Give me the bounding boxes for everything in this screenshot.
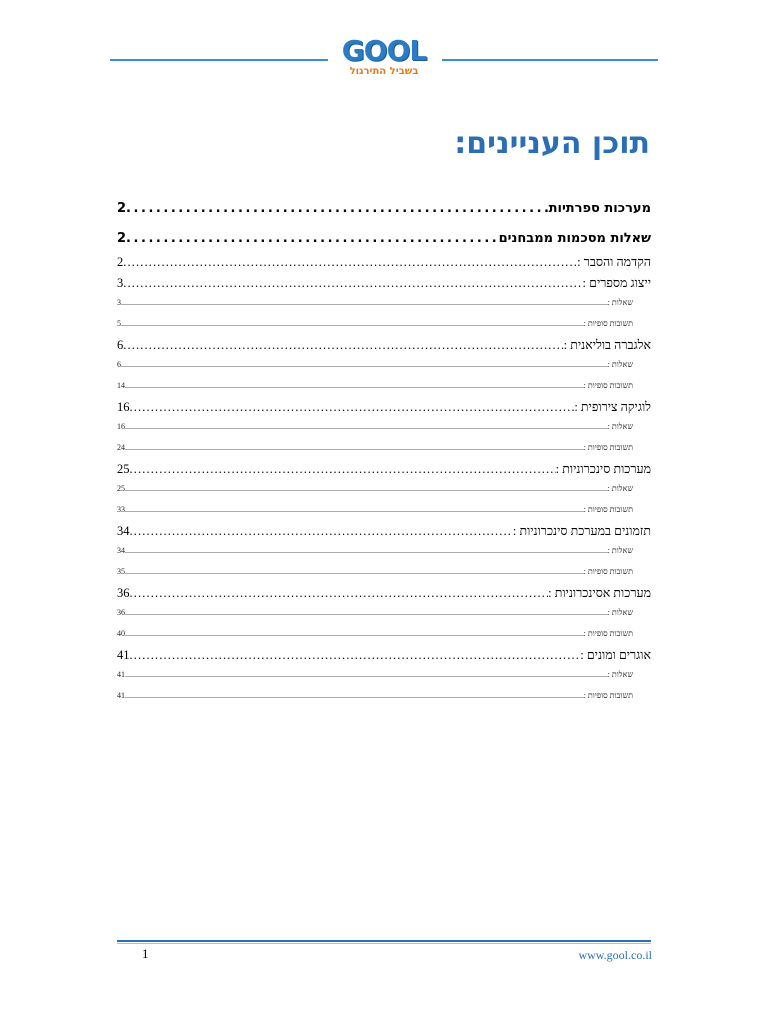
toc-entry-level3[interactable] <box>117 441 651 452</box>
toc-entry-page: 5 <box>117 319 121 328</box>
footer-rule-thin <box>117 943 651 944</box>
toc-entry-level3[interactable] <box>117 358 651 369</box>
toc-entry-title: אלגברה בוליאנית : <box>563 338 651 352</box>
toc-dot-leader <box>125 381 584 390</box>
toc-entry-level3[interactable] <box>117 544 651 555</box>
toc-entry-level3[interactable] <box>117 482 651 493</box>
toc-dot-leader <box>130 586 549 601</box>
header-rule-left <box>110 59 328 61</box>
toc-entry-level3[interactable] <box>117 420 651 431</box>
toc-entry-page: 41 <box>117 691 125 700</box>
toc-dot-leader <box>130 400 575 415</box>
toc-entry-title: ייצוג מספרים : <box>582 276 651 290</box>
toc-dot-leader <box>126 201 549 216</box>
toc-dot-leader <box>121 319 584 328</box>
toc-entry-title: שאלות : <box>607 670 633 679</box>
toc-entry-title: תשובות סופיות : <box>583 691 633 700</box>
toc-entry-title: מערכות אסינכרוניות : <box>548 586 651 600</box>
logo-wordmark: GOOL <box>341 34 427 67</box>
toc-entry-page: 36 <box>117 586 130 600</box>
toc-dot-leader <box>125 608 608 617</box>
toc-entry-title: לוגיקה צירופית : <box>574 400 651 414</box>
toc-entry-title: תשובות סופיות : <box>583 567 633 576</box>
toc-entry-page: 2 <box>117 201 127 216</box>
toc-entry-level3[interactable] <box>117 565 651 576</box>
toc-entry-level1[interactable] <box>117 198 651 216</box>
toc-dot-leader <box>125 505 584 514</box>
toc-entry-level3[interactable] <box>117 503 651 514</box>
toc-entry-title: אוגרים ומונים : <box>580 648 651 662</box>
toc-dot-leader <box>130 648 581 663</box>
toc-entry-page: 35 <box>117 567 125 576</box>
toc-entry-title: תשובות סופיות : <box>583 443 633 452</box>
toc-dot-leader <box>125 670 608 679</box>
toc-dot-leader <box>125 484 608 493</box>
toc-entry-level3[interactable] <box>117 379 651 390</box>
toc-entry-page: 14 <box>117 381 125 390</box>
footer-rule <box>117 940 651 942</box>
toc-entry-level2[interactable] <box>117 461 651 477</box>
toc-entry-page: 33 <box>117 505 125 514</box>
toc-entry-level3[interactable] <box>117 606 651 617</box>
toc-entry-level2[interactable] <box>117 399 651 415</box>
toc-entry-title: תזמונים במערכת סינכרוניות : <box>512 524 651 538</box>
toc-entry-page: 3 <box>117 276 124 290</box>
page-number: 1 <box>142 946 149 961</box>
toc-entry-level2[interactable] <box>117 275 651 291</box>
toc-entry-level3[interactable] <box>117 689 651 700</box>
toc-dot-leader <box>123 255 577 270</box>
toc-dot-leader <box>125 691 584 700</box>
toc-entry-title: שאלות : <box>607 546 633 555</box>
toc-entry-page: 6 <box>117 360 121 369</box>
toc-entry-level2[interactable] <box>117 523 651 539</box>
toc-entry-page: 16 <box>117 422 125 431</box>
website-link[interactable]: www.gool.co.il <box>578 948 652 962</box>
toc-entry-level3[interactable] <box>117 317 651 328</box>
toc-entry-title: שאלות : <box>607 608 633 617</box>
page-title: תוכן העניינים: <box>454 126 650 161</box>
toc-dot-leader <box>121 360 608 369</box>
toc-entry-page: 25 <box>117 462 130 476</box>
toc-entry-level2[interactable] <box>117 647 651 663</box>
toc-entry-page: 2 <box>117 231 127 246</box>
toc-entry-title: שאלות מסכמות ממבחנים <box>498 231 651 246</box>
header-rule-right <box>442 59 658 61</box>
toc-entry-page: 34 <box>117 546 125 555</box>
toc-entry-page: 16 <box>117 400 130 414</box>
toc-dot-leader <box>125 546 608 555</box>
toc-entry-title: תשובות סופיות : <box>583 629 633 638</box>
toc-entry-title: שאלות : <box>607 422 633 431</box>
toc-entry-level2[interactable] <box>117 337 651 353</box>
toc-dot-leader <box>121 298 608 307</box>
toc-entry-page: 2 <box>117 255 124 269</box>
toc-dot-leader <box>126 231 499 246</box>
toc-entry-title: מערכות ספרתיות <box>548 201 651 216</box>
toc-entry-level1[interactable] <box>117 228 651 246</box>
toc-dot-leader <box>123 338 563 353</box>
toc-entry-page: 24 <box>117 443 125 452</box>
toc-entry-title: מערכות סינכרוניות : <box>555 462 651 476</box>
toc-entry-title: הקדמה והסבר : <box>577 255 651 269</box>
toc-entry-title: תשובות סופיות : <box>583 381 633 390</box>
toc-entry-page: 25 <box>117 484 125 493</box>
toc-entry-title: תשובות סופיות : <box>583 505 633 514</box>
toc-dot-leader <box>125 629 584 638</box>
logo-tagline: בשביל התירגול <box>349 66 419 77</box>
toc-entry-page: 6 <box>117 338 124 352</box>
toc-entry-page: 41 <box>117 670 125 679</box>
toc-dot-leader <box>125 443 584 452</box>
toc-entry-level3[interactable] <box>117 668 651 679</box>
toc-entry-page: 36 <box>117 608 125 617</box>
toc-dot-leader <box>125 567 584 576</box>
toc-dot-leader <box>130 524 513 539</box>
toc-entry-page: 34 <box>117 524 130 538</box>
toc-entry-level3[interactable] <box>117 627 651 638</box>
toc-entry-level2[interactable] <box>117 585 651 601</box>
toc-entry-title: שאלות : <box>607 360 633 369</box>
toc-entry-title: שאלות : <box>607 484 633 493</box>
toc-entry-level3[interactable] <box>117 296 651 307</box>
toc-entry-page: 3 <box>117 298 121 307</box>
toc-entry-level2[interactable] <box>117 254 651 270</box>
toc-entry-page: 40 <box>117 629 125 638</box>
toc-dot-leader <box>130 462 556 477</box>
toc-dot-leader <box>123 276 582 291</box>
toc-dot-leader <box>125 422 608 431</box>
gool-logo <box>336 36 432 84</box>
toc-entry-title: שאלות : <box>607 298 633 307</box>
toc-entry-page: 41 <box>117 648 130 662</box>
toc-entry-title: תשובות סופיות : <box>583 319 633 328</box>
